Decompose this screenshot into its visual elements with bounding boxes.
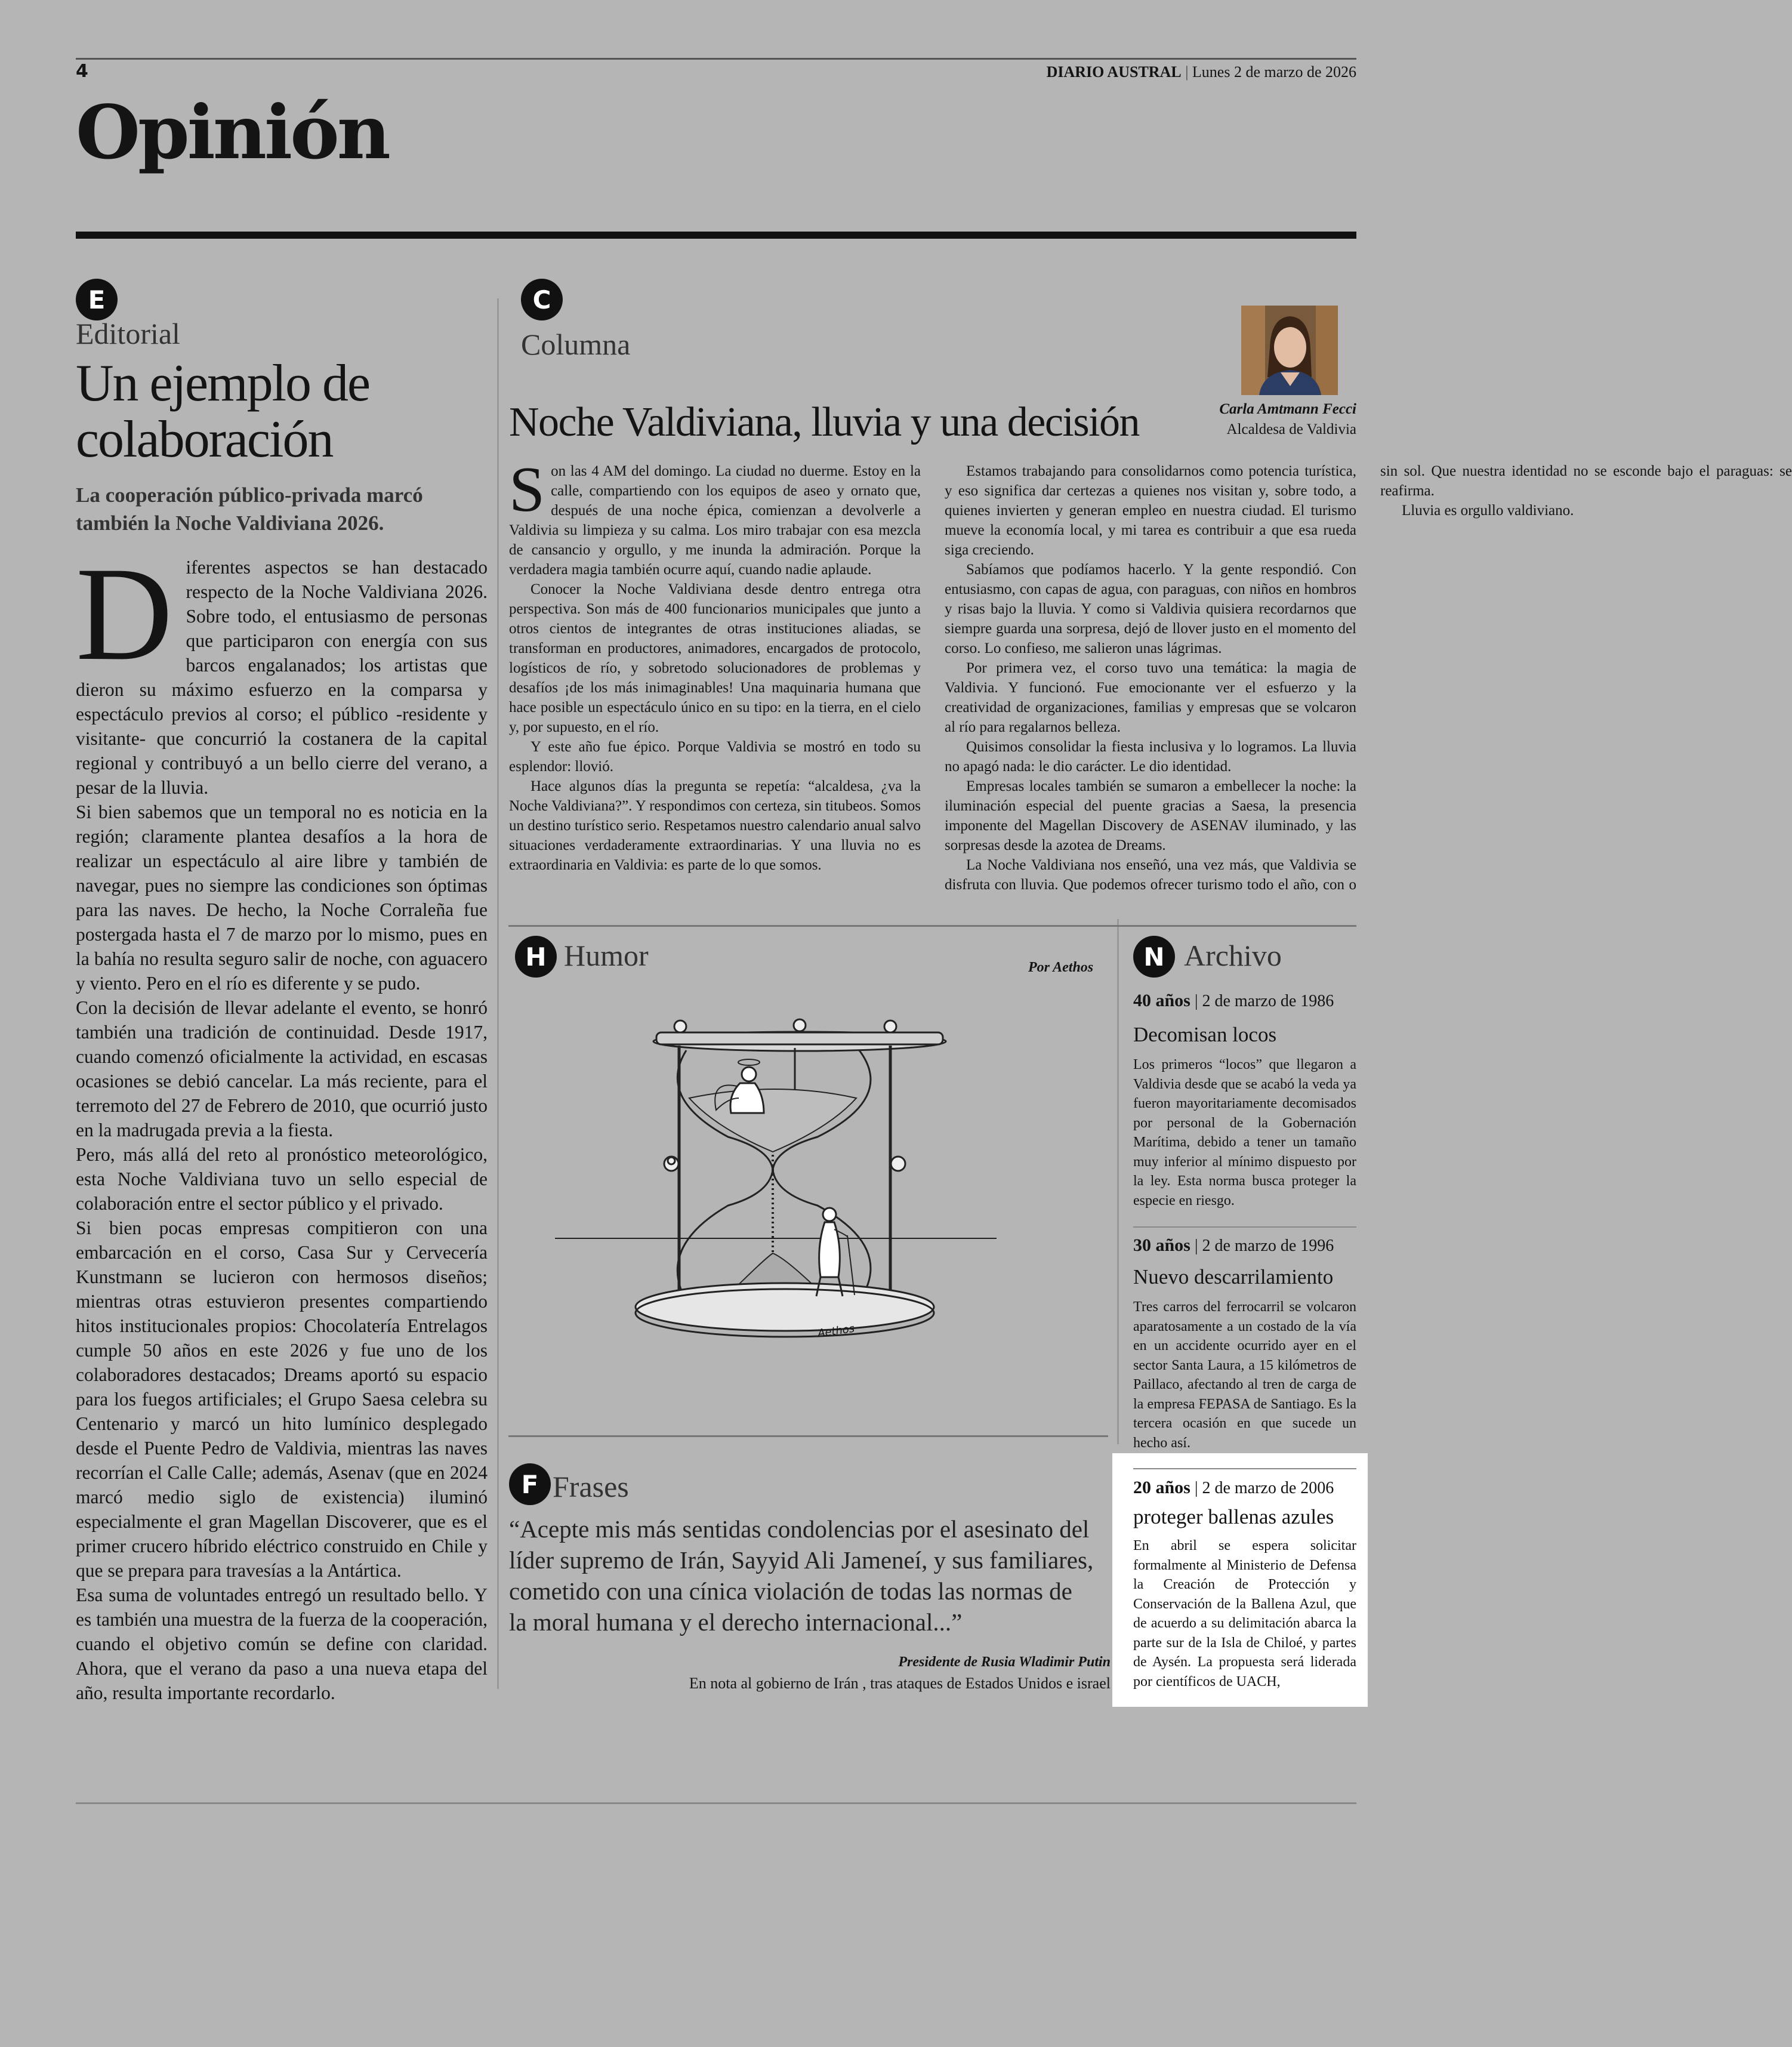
archive-years: 20 años: [1133, 1478, 1190, 1497]
frases-attribution: Presidente de Rusia Wladimir Putin: [898, 1654, 1111, 1670]
paragraph: Estamos trabajando para consolidarnos como potencia turística, y eso significa dar certezas a quienes nos visitan y, sobre todo, a quienes invierten y generan empleo en nuestra ciudad. El turismo mueve la economía local, y mi tarea es contribuir a que esa rueda siga creciendo.: [945, 463, 1356, 558]
paragraph: Si bien pocas empresas compitieron con una embarcación en el corso, Casa Sur y Cervecería Kunstmann se lucieron con hermosos diseños; mientras otras estuvieron presentes compartiendo hitos institucionales propios: Chocolatería Entrelagos cumple 50 años en este 2026 y fue uno de los colaboradores destacados; Dreams aportó su espacio para los fuegos artificiales; el Grupo Saesa celebra su Centenario y marcó un hito lumínico desplegado desde el Puente Pedro de Valdivia, mientras las naves recorrían el Calle Calle; además, Asenav (que en 2024 marcó medio siglo de existencia) iluminó especialmente el gran Magellan Discoverer, que es el primer crucero híbrido eléctrico construido en Chile y que se prepara para travesías a la Antártica.: [76, 1217, 488, 1581]
paragraph: Lluvia es orgullo valdiviano.: [1402, 502, 1574, 519]
archive-date: 2 de marzo de 1996: [1202, 1237, 1334, 1255]
paragraph: Y este año fue épico. Porque Valdivia se mostró en todo su esplendor: llovió.: [509, 739, 921, 775]
archive-date: 2 de marzo de 1986: [1202, 992, 1334, 1010]
column-section-label: Columna: [521, 328, 631, 361]
hourglass-cartoon: [549, 1009, 1003, 1367]
editorial-title: Un ejemplo de colaboración: [76, 354, 370, 468]
masthead-line: DIARIO AUSTRAL | Lunes 2 de marzo de 2026: [1046, 63, 1356, 81]
paragraph: Quisimos consolidar la fiesta inclusiva y lo logramos. La lluvia no apagó nada: le dio carácter. Le dio identidad.: [945, 739, 1356, 775]
author-name: Carla Amtmann Fecci: [1219, 401, 1356, 417]
editorial-dropcap: D: [76, 539, 173, 688]
paragraph: Empresas locales también se sumaron a embellecer la noche: la iluminación especial del puente gracias a Saesa, la presencia imponente del Magellan Discovery de ASENAV iluminado, y las sorpresas desde la azotea de Dreams.: [945, 778, 1356, 853]
frases-section-label: Frases: [553, 1470, 629, 1503]
paragraph: Conocer la Noche Valdiviana desde dentro entrega otra perspectiva. Son más de 400 funcionarios municipales que junto a otros cientos de integrantes de otras instituciones aliadas, se transforman en productores, animadores, encargados de protocolo, logísticos de río, y sobretodo solucionadores de problemas y desafíos ¡de los más inimaginables! Una maquinaria humana que hace posible un espectáculo único en su tipo: en la tierra, en el cielo y, por supuesto, en el río.: [509, 581, 921, 735]
editorial-lead: La cooperación público-privada marcó también la Noche Valdiviana 2026.: [76, 483, 423, 535]
section-title: Opinión: [76, 90, 388, 176]
cartoon-signature: Aethos: [816, 1322, 856, 1340]
page-number: 4: [76, 61, 88, 82]
archive-item: 30 años | 2 de marzo de 1996 Nuevo descarrilamiento Tres carros del ferrocarril se volcaron aparatosamente a un costado de la vía en un accidente ocurrido ayer en el sector Santa Laura, a 15 kilómetros de Paillaco, afectando al tren de carga de la empresa FEPASA de Santiago. Es la tercera ocasión en que sucede un hecho así.: [1133, 1235, 1356, 1453]
newspaper-name: DIARIO AUSTRAL: [1046, 63, 1182, 81]
humor-section-label: Humor: [564, 939, 649, 972]
archive-title: Nuevo descarrilamiento: [1133, 1265, 1334, 1288]
archive-date: 2 de marzo de 2006: [1202, 1479, 1334, 1497]
humor-badge: H: [515, 936, 557, 978]
paragraph: Pero, más allá del reto al pronóstico meteorológico, esta Noche Valdiviana tuvo un sello especial de colaboración entre el sector público y el privado.: [76, 1144, 488, 1214]
archive-years: 30 años: [1133, 1235, 1190, 1255]
archivo-section-label: Archivo: [1184, 939, 1282, 972]
column-badge: C: [521, 279, 563, 320]
humor-byline: Por Aethos: [1028, 960, 1094, 975]
paragraph: Hace algunos días la pregunta se repetía: “alcaldesa, ¿va la Noche Valdiviana?”. Y respondimos con certeza, sin titubeos. Somos un destino turístico serio. Respetamos nuestro calendario anual salvo situaciones verdaderamente extraordinarias. Y una lluvia no es extraordinaria en Valdivia: es parte de lo que somos.: [509, 778, 921, 873]
author-photo: [1241, 306, 1338, 395]
archive-text: Tres carros del ferrocarril se volcaron aparatosamente a un costado de la vía en un accidente ocurrido ayer en el sector Santa Laura, a 15 kilómetros de Paillaco, afectando al tren de carga de la empresa FEPASA de Santiago. Es la tercera ocasión en que sucede un hecho así.: [1133, 1299, 1356, 1451]
archive-text: Los primeros “locos” que llegaron a Valdivia desde que se acabó la veda ya fueron mayoritariamente decomisados por personal de la Gobernación Marítima, debido a tener un tamaño muy inferior al mínimo dispuesto por la ley. Esta norma busca proteger la especie en riesgo.: [1133, 1057, 1356, 1209]
archivo-badge: N: [1133, 936, 1175, 978]
editorial-body: Diferentes aspectos se han destacado respecto de la Noche Valdiviana 2026. Sobre todo, el entusiasmo de personas que participaron con energía con sus barcos engalanados; los artistas que dieron su máximo esfuerzo en la comparsa y espectáculo previos al corso; el público -residente y visitante- que concurrió la costanera de la capital regional y contribuyó a un bello cierre del verano, a pesar de la lluvia. Si bien sabemos que un temporal no es noticia en la región; claramente plantea desafíos a la hora de realizar un espectáculo al aire libre y también de navegar, pues no siempre las condiciones son óptimas para las naves. De hecho, la Noche Corraleña fue postergada hasta el 7 de marzo por lo mismo, pues en la bahía no resulta seguro salir de noche, con aguacero y viento. Pero en el río es diferente y se pudo. Con la decisión de llevar adelante el evento, se honró también una tradición de continuidad. Desde 1917, cuando comenzó oficialmente la actividad, en escasas ocasiones se debió cancelar. La más reciente, para el terremoto del 27 de Febrero de 2010, que ocurrió justo en la madrugada previa a la fiesta. Pero, más allá del reto al pronóstico meteorológico, esta Noche Valdiviana tuvo un sello especial de colaboración entre el sector público y el privado. Si bien pocas empresas compitieron con una embarcación en el corso, Casa Sur y Cervecería Kunstmann se lucieron con hermosos diseños; mientras otras estuvieron presentes compartiendo hitos institucionales propios: Chocolatería Entrelagos cumple 50 años en este 2026 y fue uno de los colaboradores destacados; Dreams aportó su espacio para los fuegos artificiales; el Grupo Saesa celebra su Centenario y marcó un hito lumínico desplegado desde el Puente Pedro de Valdivia, mientras las naves recorrían el Calle Calle; además, Asenav (que en 2024 marcó medio siglo de existencia) iluminó especialmente el gran Magellan Discoverer, que es el primer crucero híbrido eléctrico construido en Chile y que se prepara para travesías a la Antártica. Esa suma de voluntades entregó un resultado bello. Y es también una muestra de la fuerza de la cooperación, cuando el objetivo común se define con claridad. Ahora, que el verano da paso a una nueva etapa del año, resulta importante recordarlo.: [76, 555, 488, 1705]
header-thick-rule: [76, 232, 1356, 239]
paragraph: Con la decisión de llevar adelante el evento, se honró también una tradición de continuidad. Desde 1917, cuando comenzó oficialmente la actividad, en escasas ocasiones se debió cancelar. La más reciente, para el terremoto del 27 de Febrero de 2010, que ocurrió justo en la madrugada previa a la fiesta.: [76, 997, 488, 1140]
archive-item: 40 años | 2 de marzo de 1986 Decomisan locos Los primeros “locos” que llegaron a Valdivia desde que se acabó la veda ya fueron mayoritariamente decomisados por personal de la Gobernación Marítima, debido a tener un tamaño muy inferior al mínimo dispuesto por la ley. Esta norma busca proteger la especie en riesgo.: [1133, 991, 1356, 1210]
column-dropcap: S: [509, 454, 545, 525]
archive-item: 20 años | 2 de marzo de 2006 proteger ballenas azules En abril se espera solicitar formalmente al Ministerio de Defensa la Creación de Protección y Conservación de la Ballena Azul, que de acuerdo a su delimitación abarca la parte sur de la Isla de Chiloé, y partes de Aysén. La propuesta será liderada por científicos de UACH,: [1133, 1478, 1356, 1691]
column-body: Son las 4 AM del domingo. La ciudad no duerme. Estoy en la calle, compartiendo con los equipos de aseo y ornato que, después de una noche épica, comienzan a devolverle a Valdivia su limpieza y su calma. Los miro trabajar con esa mezcla de cansancio y orgullo, y me inunda la admiración. Porque la verdadera magia también ocurre aquí, cuando nadie aplaude. Conocer la Noche Valdiviana desde dentro entrega otra perspectiva. Son más de 400 funcionarios municipales que junto a otros cientos de integrantes de otras instituciones aliadas, se transforman en productores, animadores, encargados de protocolo, logísticos de río, y sobretodo solucionadores de problemas y desafíos ¡de los más inimaginables! Una maquinaria humana que hace posible un espectáculo único en su tipo: en la tierra, en el cielo y, por supuesto, en el río. Y este año fue épico. Porque Valdivia se mostró en todo su esplendor: llovió. Hace algunos días la pregunta se repetía: “alcaldesa, ¿va la Noche Valdiviana?”. Y respondimos con certeza, sin titubeos. Somos un destino turístico serio. Respetamos nuestro calendario anual salvo situaciones verdaderamente extraordinarias. Y una lluvia no es extraordinaria en Valdivia: es parte de lo que somos. Estamos trabajando para consolidarnos como potencia turística, y eso significa dar certezas a quienes nos visitan y, sobre todo, a quienes invierten y generan empleo en nuestra ciudad. El turismo mueve la economía local, y mi tarea es contribuir a que esa rueda siga creciendo. Sabíamos que podíamos hacerlo. Y la gente respondió. Con entusiasmo, con capas de agua, con paraguas, con niños en hombros y risas bajo la lluvia. Y como si Valdivia quisiera recordarnos que siempre guarda una sorpresa, dejó de llover justo en el momento del corso. Lo confieso, me salieron unas lágrimas. Por primera vez, el corso tuvo una temática: la magia de Valdivia. Y funcionó. Fue emocionante ver el esfuerzo y la creatividad de organizaciones, familias y empresas que se volcaron al río para regalarnos belleza. Quisimos consolidar la fiesta inclusiva y lo logramos. La lluvia no apagó nada: le dio carácter. Le dio identidad. Empresas locales también se sumaron a embellecer la noche: la iluminación especial del puente gracias a Saesa, la presencia imponente del Magellan Discovery de ASENAV iluminado, y las sorpresas desde la azotea de Dreams. La Noche Valdiviana nos enseñó, una vez más, que Valdivia se disfruta con lluvia. Que podemos ofrecer turismo todo el año, con o sin sol. Que nuestra identidad no se esconde bajo el paraguas: se reafirma. Lluvia es orgullo valdiviano.: [509, 461, 1356, 909]
issue-date: Lunes 2 de marzo de 2026: [1192, 63, 1356, 81]
paragraph: La Noche Valdiviana nos enseñó, una vez más, que Valdivia se disfruta con lluvia. Que podemos ofrecer turismo todo el año, con o sin sol. Que nuestra identidad no se esconde bajo el paraguas: se reafirma.: [945, 463, 1792, 893]
author-role: Alcaldesa de Valdivia: [1226, 421, 1356, 437]
archive-title: Decomisan locos: [1133, 1023, 1277, 1046]
frases-context: En nota al gobierno de Irán , tras ataques de Estados Unidos e israel: [689, 1675, 1111, 1692]
paragraph: Si bien sabemos que un temporal no es noticia en la región; claramente plantea desafíos a la hora de realizar un espectáculo al aire libre y también de navegar, pues no siempre las condiciones son óptimas para las naves. De hecho, la Noche Corraleña fue postergada hasta el 7 de marzo por lo mismo, pues en la bahía no resulta seguro salir de noche, con aguacero y viento. Pero en el río es diferente y se pudo.: [76, 801, 488, 994]
frases-quote: “Acepte mis más sentidas condolencias por el asesinato del líder supremo de Irán, Sayyid Ali Jameneí, y sus familiares, cometido con una cínica violación de todas las normas de la moral humana y el derecho internacional...”: [509, 1515, 1094, 1636]
archive-years: 40 años: [1133, 991, 1190, 1010]
editorial-badge: E: [76, 279, 118, 320]
paragraph: Esa suma de voluntades entregó un resultado bello. Y es también una muestra de la fuerza de la cooperación, cuando el objetivo común se define con claridad. Ahora, que el verano da paso a una nueva etapa del año, resulta importante recordarlo.: [76, 1584, 488, 1703]
archive-text: En abril se espera solicitar formalmente al Ministerio de Defensa la Creación de Protección y Conservación de la Ballena Azul, que de acuerdo a su delimitación abarca la parte sur de la Isla de Chiloé, y partes de Aysén. La propuesta será liderada por científicos de UACH,: [1133, 1538, 1356, 1690]
frases-badge: F: [509, 1463, 551, 1505]
column-title: Noche Valdiviana, lluvia y una decisión: [509, 399, 1140, 445]
paragraph: Por primera vez, el corso tuvo una temática: la magia de Valdivia. Y funcionó. Fue emocionante ver el esfuerzo y la creatividad de organizaciones, familias y empresas que se volcaron al río para regalarnos belleza.: [945, 660, 1356, 735]
editorial-section-label: Editorial: [76, 317, 180, 350]
paragraph: Sabíamos que podíamos hacerlo. Y la gente respondió. Con entusiasmo, con capas de agua, con paraguas, con niños en hombros y risas bajo la lluvia. Y como si Valdivia quisiera recordarnos que siempre guarda una sorpresa, dejó de llover justo en el momento del corso. Lo confieso, me salieron unas lágrimas.: [945, 562, 1356, 656]
archive-title: proteger ballenas azules: [1133, 1505, 1334, 1528]
